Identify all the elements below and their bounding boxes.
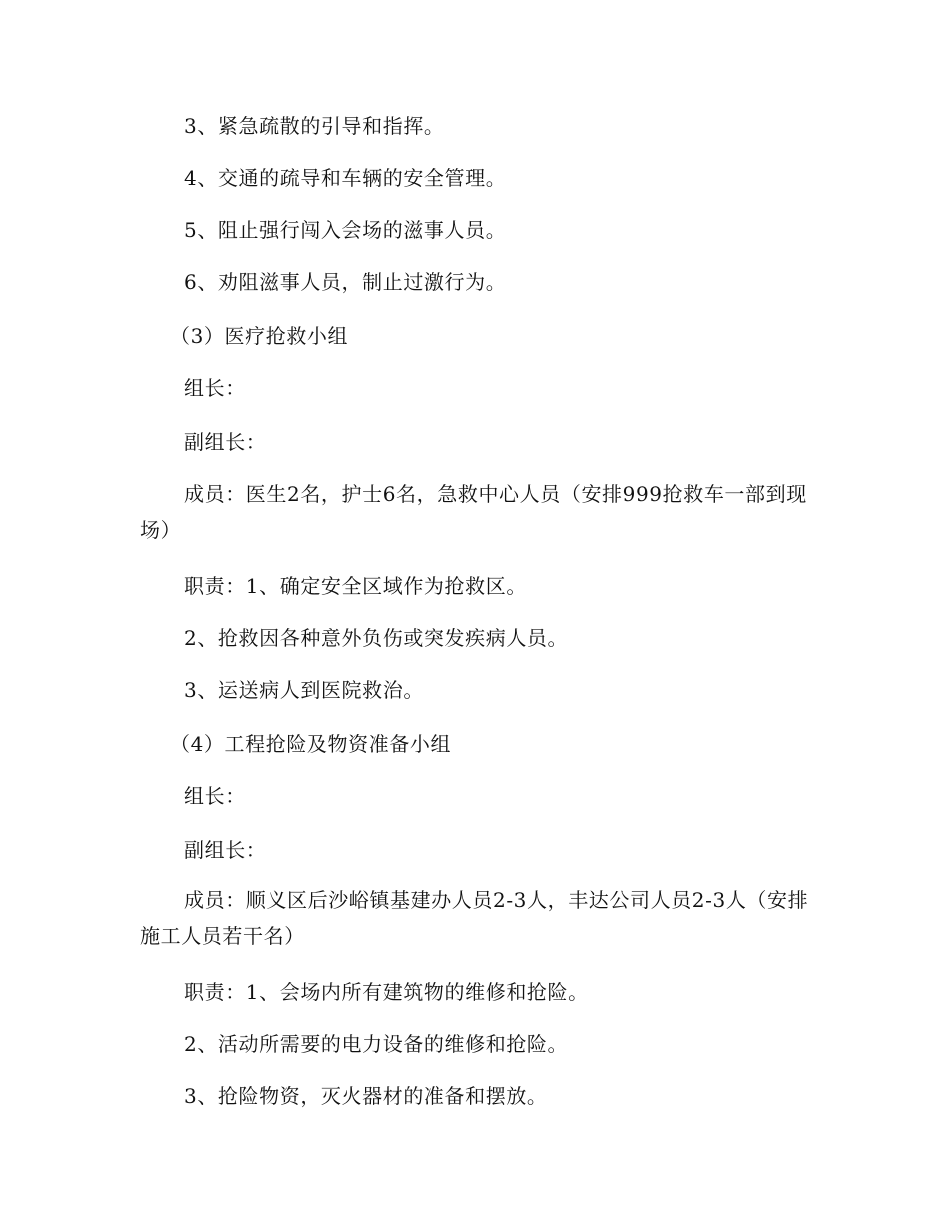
- section-heading-engineering-team: （4）工程抢险及物资准备小组: [170, 732, 452, 756]
- paragraph-stop-intruders: 5、阻止强行闯入会场的滋事人员。: [184, 218, 507, 242]
- paragraph-deputy-leader: 副组长：: [184, 430, 267, 454]
- paragraph-engineering-duty-3: 3、抢险物资，灭火器材的准备和摆放。: [184, 1084, 548, 1108]
- paragraph-team-leader: 组长：: [184, 376, 246, 400]
- paragraph-evacuation-guidance: 3、紧急疏散的引导和指挥。: [184, 114, 445, 138]
- paragraph-engineering-duty-1: 职责：1、会场内所有建筑物的维修和抢险。: [184, 980, 589, 1004]
- paragraph-medical-duty-2: 2、抢救因各种意外负伤或突发疾病人员。: [184, 626, 569, 650]
- paragraph-team-leader: 组长：: [184, 784, 246, 808]
- paragraph-dissuade-troublemakers: 6、劝阻滋事人员，制止过激行为。: [184, 270, 507, 294]
- paragraph-engineering-duty-2: 2、活动所需要的电力设备的维修和抢险。: [184, 1032, 569, 1056]
- paragraph-engineering-members: 成员：顺义区后沙峪镇基建办人员2-3人，丰达公司人员2-3人（安排施工人员若干名）: [140, 888, 809, 948]
- section-heading-medical-team: （3）医疗抢救小组: [170, 324, 349, 348]
- paragraph-traffic-management: 4、交通的疏导和车辆的安全管理。: [184, 166, 507, 190]
- paragraph-deputy-leader: 副组长：: [184, 838, 267, 862]
- paragraph-medical-duty-3: 3、运送病人到医院救治。: [184, 678, 424, 702]
- paragraph-medical-duty-1: 职责：1、确定安全区域作为抢救区。: [184, 574, 527, 598]
- paragraph-medical-members: 成员：医生2名，护士6名，急救中心人员（安排999抢救车一部到现场）: [140, 482, 807, 542]
